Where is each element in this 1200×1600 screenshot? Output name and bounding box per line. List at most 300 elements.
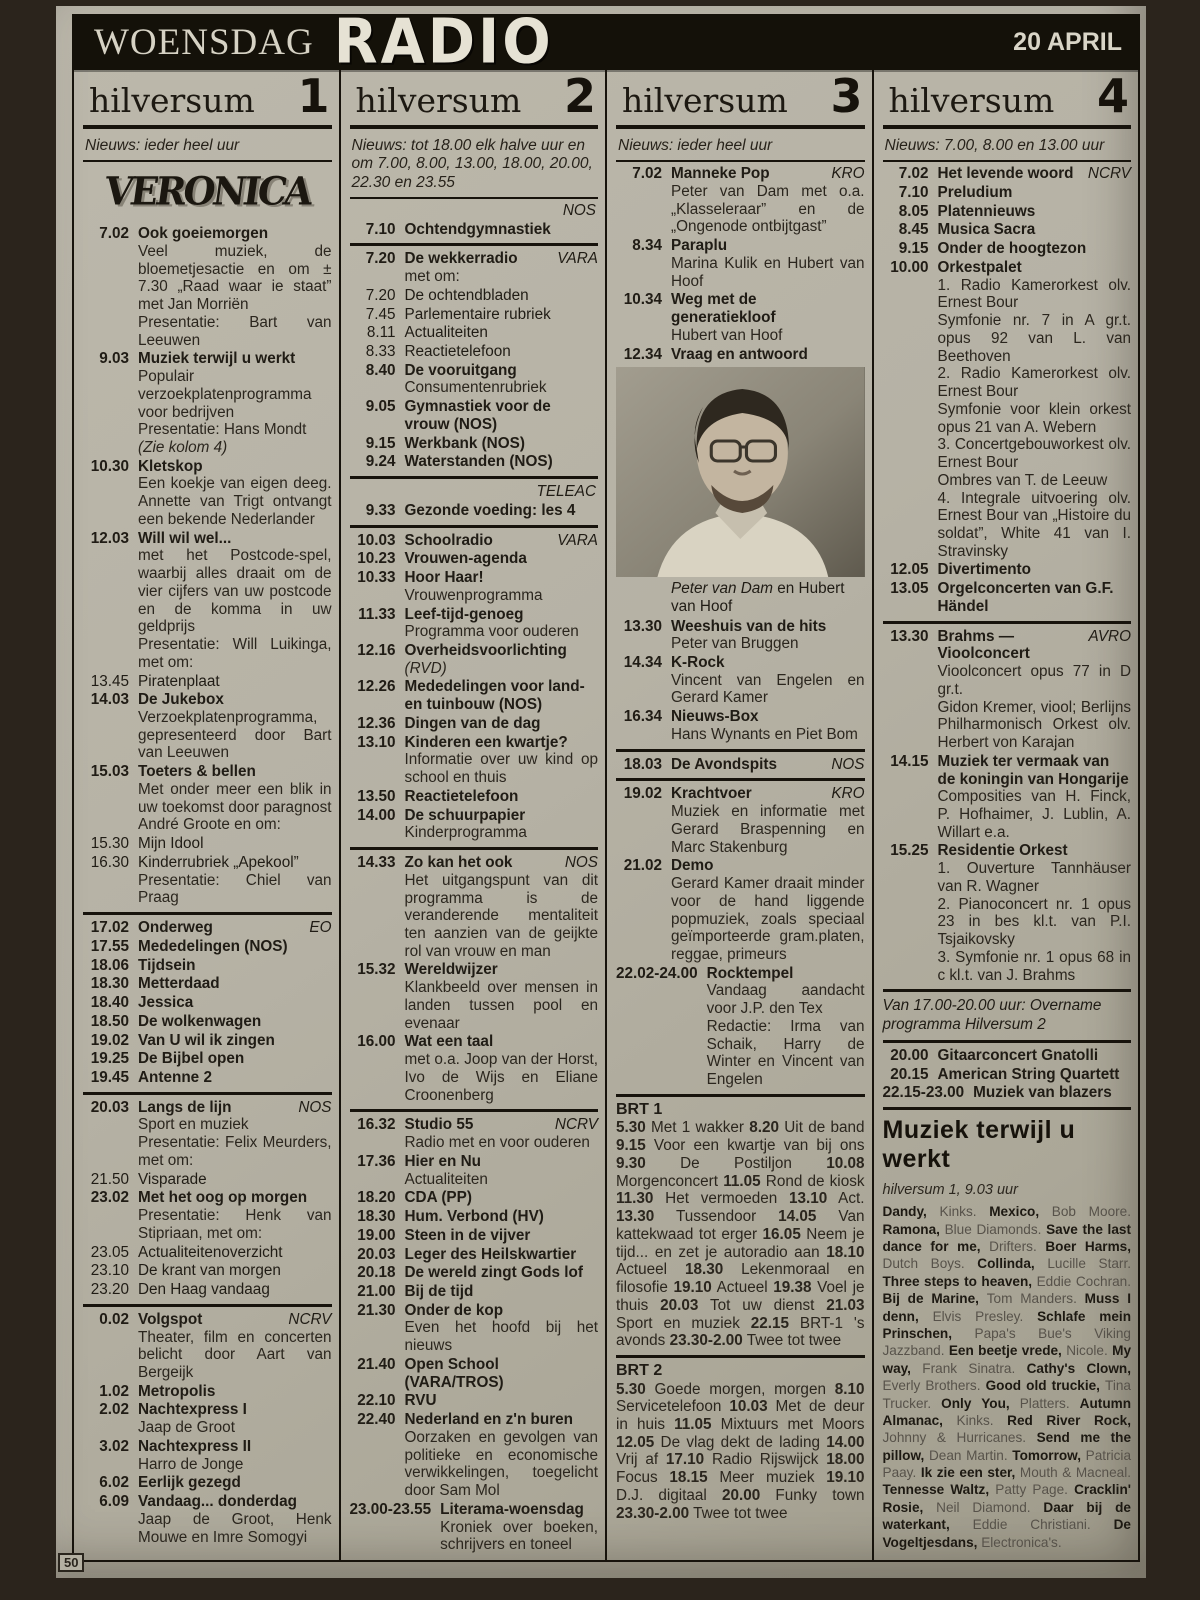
program-description: Gidon Kremer, viool; Berlijns Philharmonisch Orkest olv. Herbert von Karajan	[937, 698, 1131, 752]
song-artist: Dutch Boys.	[882, 1256, 978, 1272]
program-title-line	[405, 678, 599, 713]
program-description: Theater, film en concerten belicht door Aart van Bergeijk	[138, 1328, 332, 1381]
program-time: 13.10	[357, 733, 396, 751]
program-title-line	[405, 1283, 599, 1301]
station-body	[883, 165, 1132, 1110]
program-content	[405, 532, 599, 550]
program-title-line	[671, 654, 865, 672]
program-title: De ochtendbladen	[404, 286, 529, 304]
song-title: Daar bij de waterkant,	[882, 1499, 1131, 1533]
program-row	[350, 532, 599, 550]
program-title-line	[405, 1116, 599, 1134]
program-content	[938, 184, 1132, 202]
program-content	[138, 1189, 332, 1242]
program-row	[883, 184, 1132, 202]
program-title-line	[405, 1411, 599, 1429]
program-title-line	[938, 842, 1132, 860]
veronica-logo: VERONICA	[101, 168, 314, 215]
rundown-time: 11.05	[723, 1172, 761, 1190]
program-title: Volgspot	[138, 1310, 203, 1328]
program-description: Peter van Bruggen	[671, 635, 799, 653]
song-artist: Kinks.	[956, 1412, 1008, 1428]
program-title: Mijn Idool	[138, 835, 204, 853]
program-title-line	[405, 343, 599, 361]
program-description: Kinderprogramma	[404, 824, 527, 842]
program-time: 18.30	[90, 975, 129, 993]
program-time: 21.02	[623, 857, 662, 875]
program-title-line	[138, 938, 332, 956]
program-title: Rocktempel	[706, 964, 794, 982]
program-title-line	[671, 785, 865, 803]
rundown-time: 13.30	[616, 1208, 655, 1226]
program-row	[83, 1438, 332, 1473]
program-row	[350, 1302, 599, 1355]
program-content	[138, 994, 332, 1012]
program-title-line	[671, 346, 865, 364]
program-row	[83, 957, 332, 975]
program-row	[350, 1283, 599, 1301]
program-time: 21.40	[357, 1355, 396, 1373]
program-content	[671, 654, 865, 707]
program-row	[350, 453, 599, 471]
program-content	[405, 1392, 599, 1410]
rundown-time: 23.30-2.00	[616, 1504, 690, 1522]
broadcaster-label: EO	[309, 919, 332, 937]
program-time: 10.34	[623, 291, 662, 309]
program-title-line	[938, 1066, 1132, 1084]
program-title-line	[671, 291, 865, 326]
program-content	[138, 854, 332, 907]
music-section-note: hilversum 1, 9.03 uur	[882, 1182, 1018, 1199]
program-title: Demo	[671, 857, 714, 875]
program-description: Presentatie: Hans Mondt	[138, 421, 307, 439]
program-description: Symfonie nr. 7 in A gr.t. opus 92 van L. van Beethoven	[937, 312, 1131, 365]
program-description: Veel muziek, de bloemetjesactie en om ± 7.30 „Raad waar ie staat” met Jan Morriën	[138, 242, 332, 314]
program-description: met o.a. Joop van der Horst, Ivo de Wijs en Eliane Croonenberg	[404, 1051, 598, 1104]
program-description: Muziek en informatie met Gerard Braspenning en Marc Stakenburg	[671, 803, 865, 856]
program-time: 20.00	[890, 1047, 929, 1065]
program-row	[350, 569, 599, 604]
program-row	[616, 618, 865, 653]
program-content	[405, 435, 599, 453]
song-artist: Eddie Christiani.	[972, 1517, 1114, 1533]
program-content	[138, 225, 332, 349]
program-title: Vandaag... donderdag	[138, 1493, 297, 1511]
day-label: WOENSDAG	[94, 21, 314, 63]
program-title: De krant van morgen	[138, 1262, 281, 1280]
broadcaster-label: KRO	[831, 165, 865, 183]
rundown-text: Actueel	[616, 1261, 685, 1279]
rundown-text: Goede morgen, morgen	[645, 1380, 835, 1398]
page-header-bar	[72, 6, 1140, 78]
program-content	[671, 618, 865, 653]
song-artist: Lucille Starr.	[1047, 1256, 1132, 1272]
program-time: 9.03	[99, 350, 129, 368]
program-description: 4. Integrale uitvoering olv. Ernest Bour van „Histoire du soldat”, White 41 van I. Stravinsky	[937, 489, 1131, 560]
broadcaster-label: VARA	[557, 250, 598, 268]
program-content	[405, 854, 599, 960]
program-description: Redactie: Irma van Schaik, Harry de Winter en Vincent van Engelen	[706, 1017, 865, 1089]
song-title: My way,	[882, 1343, 1132, 1376]
program-time: 8.05	[898, 202, 929, 220]
program-time: 17.02	[90, 919, 129, 937]
song-artist: Nicole.	[1066, 1343, 1113, 1359]
song-artist: Electronica's.	[981, 1534, 1062, 1550]
program-content	[938, 259, 1132, 560]
program-row	[350, 854, 599, 960]
program-title: De wekkerradio	[404, 250, 518, 268]
program-row	[83, 1493, 332, 1546]
photo-caption-name: Peter van Dam	[671, 580, 778, 598]
program-time: 15.03	[90, 763, 129, 781]
program-description: Verzoekplatenprogramma, gepresenteerd door Bart van Leeuwen	[138, 709, 332, 762]
program-content	[405, 642, 599, 677]
program-content	[405, 734, 599, 787]
program-title-line	[138, 835, 332, 853]
program-row	[350, 1411, 599, 1500]
program-title-line	[938, 580, 1132, 615]
song-artist: Platters.	[1019, 1395, 1080, 1411]
program-time: 18.30	[357, 1208, 396, 1226]
program-title-line	[405, 398, 599, 433]
program-time: 15.25	[890, 842, 929, 860]
program-title-line	[938, 203, 1132, 221]
program-title-line	[405, 1392, 599, 1410]
program-content	[138, 1032, 332, 1050]
section-divider	[883, 989, 1132, 992]
program-title-line	[138, 458, 332, 476]
program-time: 13.45	[90, 672, 129, 690]
program-title: Hum. Verbond (HV)	[404, 1208, 544, 1226]
station-header	[83, 70, 332, 129]
program-row	[83, 1171, 332, 1189]
program-title: Gitaarconcert Gnatolli	[937, 1047, 1099, 1065]
program-time: 12.03	[90, 529, 129, 547]
program-row	[616, 785, 865, 856]
program-content	[671, 857, 865, 963]
program-title-line	[138, 1383, 332, 1401]
rundown-text: Morgenconcert	[616, 1172, 724, 1190]
program-row	[883, 240, 1132, 258]
song-title: Send me the pillow,	[882, 1430, 1132, 1463]
song-artist: Dean Martin.	[928, 1447, 1013, 1463]
rundown-time: 13.10	[788, 1190, 828, 1208]
program-time: 9.24	[365, 453, 396, 471]
rundown-time: 23.30-2.00	[669, 1332, 743, 1350]
section-divider	[350, 847, 599, 850]
program-description: 1. Ouverture Tannhäuser van R. Wagner	[937, 860, 1131, 895]
program-title-line	[671, 165, 865, 183]
program-time: 18.03	[623, 755, 662, 773]
program-row	[350, 502, 599, 520]
program-content	[671, 708, 865, 743]
program-row	[83, 530, 332, 672]
program-title-line	[405, 287, 599, 305]
broadcaster-label: NOS	[298, 1098, 332, 1116]
section-divider	[616, 1094, 865, 1097]
program-content	[405, 1411, 599, 1500]
station-column-hilversum-2	[341, 70, 608, 1560]
program-row	[83, 1262, 332, 1280]
program-title-line	[671, 237, 865, 255]
music-section-title: Muziek terwijl u werkt	[882, 1116, 1076, 1174]
program-title-line	[671, 756, 865, 774]
song-title: Boer Harms,	[1045, 1239, 1131, 1254]
news-times-line: Nieuws: tot 18.00 elk halve uur en om 7.00, 8.00, 13.00, 18.00, 20.00, 22.30 en 23.55	[350, 131, 599, 199]
program-row	[350, 1208, 599, 1226]
program-row	[350, 1501, 599, 1554]
program-row	[83, 350, 332, 456]
program-title: Gezonde voeding: les 4	[404, 501, 576, 519]
rundown-text: Vrij af	[616, 1451, 666, 1469]
program-title: Preludium	[937, 184, 1013, 202]
section-divider	[83, 1304, 332, 1307]
program-description: Het uitgangspunt van dit programma is de veranderende mentaliteit ten aanzien van de geijkte rol van vrouw en man	[404, 871, 598, 960]
program-content	[138, 530, 332, 672]
program-row	[616, 291, 865, 344]
rundown-time: 11.30	[616, 1190, 654, 1208]
rundown-text: Servicetelefoon	[616, 1398, 730, 1416]
program-title-line	[138, 1050, 332, 1068]
program-title: Ochtendgymnastiek	[404, 220, 551, 238]
station-name: hilversum	[622, 81, 788, 120]
program-content	[405, 569, 599, 604]
rundown-text: Van kattekwaad tot erger	[616, 1208, 865, 1243]
program-content	[138, 1013, 332, 1031]
rundown-time: 8.10	[834, 1380, 865, 1398]
program-time: 10.30	[90, 457, 129, 475]
program-title: Onder de kop	[404, 1301, 504, 1319]
program-time: 10.00	[890, 258, 929, 276]
program-time: 8.45	[898, 221, 929, 239]
program-description: Informatie over uw kind op school en thuis	[404, 751, 598, 787]
program-title: Musica Sacra	[937, 221, 1036, 239]
program-description: Vincent van Engelen en Gerard Kamer	[671, 671, 865, 707]
program-title-line	[138, 673, 332, 691]
section-divider	[616, 749, 865, 752]
program-time: 9.05	[365, 398, 396, 416]
program-title: Van U wil ik zingen	[138, 1031, 275, 1049]
program-time: 16.30	[90, 853, 129, 871]
program-title-line	[938, 1047, 1132, 1065]
program-content	[405, 502, 599, 520]
station-body	[616, 165, 865, 1522]
program-time: 7.45	[365, 305, 396, 323]
program-content	[138, 1099, 332, 1170]
program-title-line	[405, 961, 599, 979]
section-divider	[350, 525, 599, 528]
program-title: Reactietelefoon	[404, 342, 511, 360]
program-title: Weeshuis van de hits	[671, 617, 827, 635]
program-title-line	[405, 1227, 599, 1245]
program-time: 22.02-24.00	[616, 964, 698, 982]
rundown-time: 20.00	[721, 1486, 761, 1504]
rundown-time: 20.03	[660, 1296, 699, 1314]
program-content	[405, 1033, 599, 1104]
station-number: 2	[563, 70, 596, 123]
program-title-line	[138, 957, 332, 975]
program-row	[350, 362, 599, 397]
song-title: Autumn Almanac,	[882, 1395, 1132, 1428]
program-title-line	[138, 854, 332, 872]
program-row	[350, 1227, 599, 1245]
program-title-line	[405, 532, 599, 550]
rundown-time: 14.05	[778, 1208, 817, 1226]
program-title: Leger des Heilskwartier	[404, 1245, 577, 1263]
program-title: Mededelingen voor land- en tuinbouw (NOS)	[404, 678, 585, 714]
rundown-text: Het vermoeden	[653, 1190, 789, 1208]
program-title-line	[405, 715, 599, 733]
program-content	[405, 788, 599, 806]
rundown-time: 16.05	[762, 1225, 801, 1243]
program-time: 13.30	[890, 627, 929, 645]
rundown-text: Radio Rijswijck	[704, 1451, 827, 1469]
program-title: Den Haag vandaag	[138, 1281, 270, 1299]
song-artist: Drifters.	[989, 1239, 1046, 1254]
program-description: (Zie kolom 4)	[138, 439, 228, 456]
program-title: Hoor Haar!	[404, 569, 484, 587]
song-title: Red River Rock,	[1007, 1412, 1132, 1428]
rundown-time: 19.10	[673, 1279, 712, 1297]
program-time: 21.00	[357, 1282, 396, 1300]
song-artist: Neil Diamond.	[936, 1499, 1044, 1515]
program-description: Sport en muziek	[138, 1116, 249, 1134]
program-content	[138, 763, 332, 834]
program-row	[83, 763, 332, 834]
rundown-time: 19.38	[773, 1279, 812, 1297]
program-content	[405, 1246, 599, 1264]
program-time: 18.06	[90, 956, 129, 974]
program-title: Kinderen een kwartje?	[404, 733, 568, 751]
program-row	[83, 1050, 332, 1068]
program-time: 3.02	[99, 1437, 129, 1455]
program-title: Visparade	[138, 1170, 207, 1188]
portrait-photo	[616, 367, 865, 577]
program-title-line	[138, 350, 332, 368]
rundown-time: 5.30	[616, 1380, 646, 1398]
song-title: Three steps to heaven,	[882, 1273, 1037, 1289]
program-content	[405, 1153, 599, 1188]
page-stack-edge	[0, 0, 58, 1600]
rundown-time: 14.00	[826, 1433, 865, 1451]
program-title: Manneke Pop	[671, 165, 770, 183]
program-time: 2.02	[99, 1401, 129, 1419]
program-title-line	[138, 1189, 332, 1207]
program-time: 8.34	[632, 237, 662, 255]
program-row	[83, 1013, 332, 1031]
news-times-line: Nieuws: ieder heel uur	[83, 131, 332, 162]
song-title: Muss I denn,	[882, 1291, 1131, 1324]
song-title: Cracklin' Rosie,	[882, 1482, 1131, 1515]
program-row	[616, 346, 865, 364]
program-title-line	[138, 691, 332, 709]
program-time: 23.05	[90, 1243, 129, 1261]
program-content	[405, 1208, 599, 1226]
program-description: Oorzaken en gevolgen van politieke en economische verwikkelingen, toegelicht door Sam Mol	[404, 1428, 598, 1500]
program-time: 8.33	[365, 342, 396, 360]
program-title: Reactietelefoon	[404, 787, 519, 805]
program-row	[883, 628, 1132, 752]
program-content	[138, 1474, 332, 1492]
program-row	[83, 994, 332, 1012]
program-time: 14.33	[357, 854, 396, 872]
program-title: Orkestpalet	[937, 258, 1022, 276]
program-row	[83, 1244, 332, 1262]
program-title: Steen in de vijver	[404, 1226, 531, 1244]
program-title-line	[138, 1311, 332, 1329]
program-time: 17.55	[90, 937, 129, 955]
program-title-line	[405, 435, 599, 453]
program-content	[138, 1244, 332, 1262]
program-time: 21.30	[357, 1301, 396, 1319]
song-title: Cathy's Clown,	[1026, 1360, 1132, 1376]
rundown-text: Rond de kiosk	[760, 1172, 865, 1190]
song-title: Ik zie een ster,	[920, 1465, 1020, 1481]
rundown-text: Tot uw dienst	[698, 1296, 827, 1314]
program-row	[83, 1069, 332, 1087]
program-description: Jaap de Groot, Henk Mouwe en Imre Somogyi	[138, 1510, 332, 1546]
program-title: RVU	[404, 1392, 437, 1410]
program-content	[138, 938, 332, 956]
program-row	[350, 1246, 599, 1264]
program-row	[83, 225, 332, 349]
rundown-text: Neem je tijd... en zet je autoradio aan	[616, 1225, 865, 1261]
song-artist: Everly Brothers.	[882, 1378, 986, 1394]
rundown-text: Met de deur in huis	[616, 1398, 865, 1433]
rundown-text: De Postiljon	[645, 1154, 827, 1172]
program-row	[350, 343, 599, 361]
program-title-line	[671, 857, 865, 875]
program-title: Toeters & bellen	[138, 763, 256, 781]
program-title-line	[938, 240, 1132, 258]
program-content	[671, 785, 865, 856]
program-description: Presentatie: Felix Meurders, met om:	[138, 1134, 332, 1169]
program-time: 14.15	[890, 752, 929, 770]
program-time: 19.45	[90, 1068, 129, 1086]
program-content	[405, 961, 599, 1032]
program-content	[405, 287, 599, 305]
program-content	[405, 715, 599, 733]
station-header	[350, 70, 599, 129]
program-row	[883, 842, 1132, 984]
song-artist: Papa's Bue's Viking Jazzband.	[882, 1325, 1131, 1359]
program-title-line	[405, 550, 599, 568]
photo-caption: Peter van Dam en Hubert van Hoof	[671, 580, 845, 615]
song-list	[883, 1203, 1132, 1551]
song-artist: Johnny & Hurricanes.	[882, 1430, 1037, 1446]
program-content	[938, 561, 1132, 579]
program-content	[707, 965, 865, 1089]
news-times-line: Nieuws: ieder heel uur	[616, 131, 865, 162]
program-time: 12.34	[623, 345, 662, 363]
program-row	[350, 287, 599, 305]
section-divider	[883, 621, 1132, 624]
program-title: Vraag en antwoord	[671, 345, 808, 363]
program-title: Actualiteitenoverzicht	[138, 1243, 283, 1261]
program-title: CDA (PP)	[404, 1189, 472, 1207]
broadcaster-label: NCRV	[554, 1116, 598, 1134]
program-rundown	[616, 1381, 865, 1523]
program-time: 17.36	[357, 1152, 396, 1170]
program-time: 7.02	[632, 165, 662, 183]
section-title: RADIO	[333, 6, 554, 78]
program-time: 22.15-23.00	[882, 1084, 965, 1102]
program-time: 7.02	[99, 225, 129, 243]
station-header	[616, 70, 865, 129]
song-artist: Blue Diamonds.	[944, 1221, 1047, 1237]
program-title: Schoolradio	[404, 531, 493, 549]
rundown-text: BRT-1 's avonds	[616, 1314, 865, 1350]
